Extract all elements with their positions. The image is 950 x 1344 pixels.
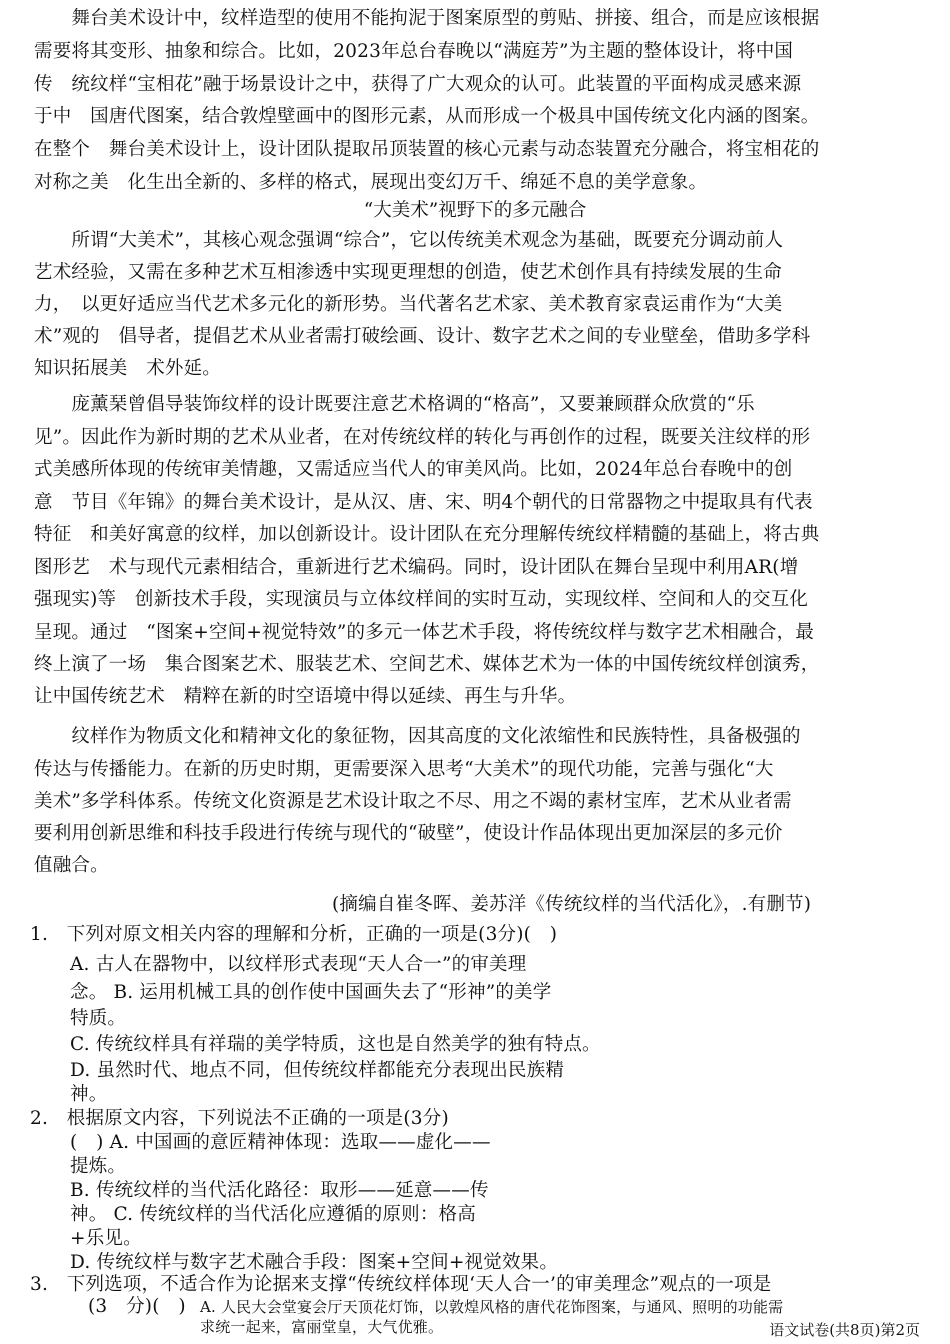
page-footer: 语文试卷(共8页)第2页 [769, 1321, 920, 1339]
text-line: 让中国传统艺术 精粹在新的时空语境中得以延续、再生与升华。 [34, 686, 577, 707]
text-line: 于中 国唐代图案，结合敦煌壁画中的图形元素，从而形成一个极具中国传统文化内涵的图案。 [34, 106, 820, 127]
text-line: 意 节目《年锦》的舞台美术设计，是从汉、唐、宋、明4个朝代的日常器物之中提取具有代表 [34, 492, 813, 513]
text-line: 强现实)等 创新技术手段，实现演员与立体纹样间的实时互动，实现纹样、空间和人的交互化 [34, 589, 809, 610]
text-line: 在整个 舞台美术设计上，设计团队提取吊顶装置的核心元素与动态装置充分融合，将宝相花的 [34, 139, 820, 160]
text-line: 特征 和美好寓意的纹样，加以创新设计。设计团队在充分理解传统纹样精髓的基础上，将古典 [34, 524, 820, 545]
text-line: 需要将其变形、抽象和综合。比如，2023年总台春晚以“满庭芳”为主题的整体设计，将中国 [34, 41, 794, 62]
text-line: 要利用创新思维和科技手段进行传统与现代的“破壁”，使设计作品体现出更加深层的多元价 [34, 823, 783, 844]
text-line: 对称之美 化生出全新的、多样的格式，展现出变幻万千、绵延不息的美学意象。 [34, 172, 708, 193]
question-stem: 1. 下列对原文相关内容的理解和分析，正确的一项是(3分)( ) [30, 924, 558, 945]
text-line: 力， 以更好适应当代艺术多元化的新形势。当代著名艺术家、美术教育家袁运甫作为“大美 [34, 294, 783, 315]
text-line: 图形艺 术与现代元素相结合，重新进行艺术编码。同时，设计团队在舞台呈现中利用AR(增 [34, 557, 799, 578]
option-line: A. 古人在器物中，以纹样形式表现“天人合一”的审美理 [70, 954, 527, 975]
question-stem: 3. 下列选项，不适合作为论据来支撑“传统纹样体现‘天人合一’的审美理念”观点的一项是 [30, 1274, 772, 1295]
option-line: ( ) A. 中国画的意匠精神体现：选取——虚化—— [70, 1132, 491, 1153]
text-line: 式美感所体现的传统审美情趣，又需适应当代人的审美风尚。比如，2024年总台春晚中的创 [34, 459, 793, 480]
text-line: 庞薰琹曾倡导装饰纹样的设计既要注意艺术格调的“格高”，又要兼顾群众欣赏的“乐 [34, 394, 755, 415]
option-line: 求统一起来，富丽堂皇，大气优雅。 [200, 1318, 444, 1336]
text-line: 所谓“大美术”，其核心观念强调“综合”，它以传统美术观念为基础，既要充分调动前人 [34, 230, 784, 251]
text-line: 舞台美术设计中，纹样造型的使用不能拘泥于图案原型的剪贴、拼接、组合，而是应该根据 [34, 8, 820, 29]
text-line: 艺术经验，又需在多种艺术互相渗透中实现更理想的创造，使艺术创作具有持续发展的生命 [34, 262, 783, 283]
option-line: C. 传统纹样具有祥瑞的美学特质，这也是自然美学的独有特点。 [70, 1034, 601, 1055]
option-line: D. 传统纹样与数字艺术融合手段：图案+空间+视觉效果。 [70, 1252, 559, 1273]
option-line: +乐见。 [70, 1228, 142, 1249]
option-line: D. 虽然时代、地点不同，但传统纹样都能充分表现出民族精 [70, 1060, 565, 1081]
text-line: 知识拓展美 术外延。 [34, 358, 222, 379]
option-line: 神。 C. 传统纹样的当代活化应遵循的原则：格高 [70, 1204, 476, 1225]
source-citation: (摘编自崔冬晖、姜苏洋《传统纹样的当代活化》，.有删节) [332, 894, 812, 915]
option-line: 特质。 [70, 1008, 127, 1029]
text-line: 传达与传播能力。在新的历史时期，更需要深入思考“大美术”的现代功能，完善与强化“大 [34, 759, 774, 780]
text-line: 术”观的 倡导者，提倡艺术从业者需打破绘画、设计、数字艺术之间的专业壁垒，借助多学科 [34, 326, 811, 347]
section-heading: “大美术”视野下的多元融合 [363, 200, 587, 221]
text-line: 传 统纹样“宝相花”融于场景设计之中，获得了广大观众的认可。此装置的平面构成灵感来源 [34, 74, 802, 95]
option-line: 提炼。 [70, 1156, 127, 1177]
option-line: A. 人民大会堂宴会厅天顶花灯饰，以敦煌风格的唐代花饰图案，与通风、照明的功能需 [200, 1298, 784, 1316]
question-stem: 2. 根据原文内容，下列说法不正确的一项是(3分) [30, 1108, 449, 1129]
text-line: 美术”多学科体系。传统文化资源是艺术设计取之不尽、用之不竭的素材宝库，艺术从业者需 [34, 791, 792, 812]
text-line: 纹样作为物质文化和精神文化的象征物，因其高度的文化浓缩性和民族特性，具备极强的 [34, 726, 801, 747]
text-line: 呈现。通过 “图案+空间+视觉特效”的多元一体艺术手段，将传统纹样与数字艺术相融合，最 [34, 622, 815, 643]
option-line: 神。 [70, 1084, 108, 1105]
option-line: B. 传统纹样的当代活化路径：取形——延意——传 [70, 1180, 489, 1201]
text-line: 值融合。 [34, 855, 109, 876]
question-stem-cont: (3 分)( ) [88, 1296, 186, 1317]
text-line: 见”。因此作为新时期的艺术从业者，在对传统纹样的转化与再创作的过程，既要关注纹样的形 [34, 427, 811, 448]
text-line: 终上演了一场 集合图案艺术、服装艺术、空间艺术、媒体艺术为一体的中国传统纹样创演秀， [34, 654, 820, 675]
option-line: 念。 B. 运用机械工具的创作使中国画失去了“形神”的美学 [70, 982, 552, 1003]
